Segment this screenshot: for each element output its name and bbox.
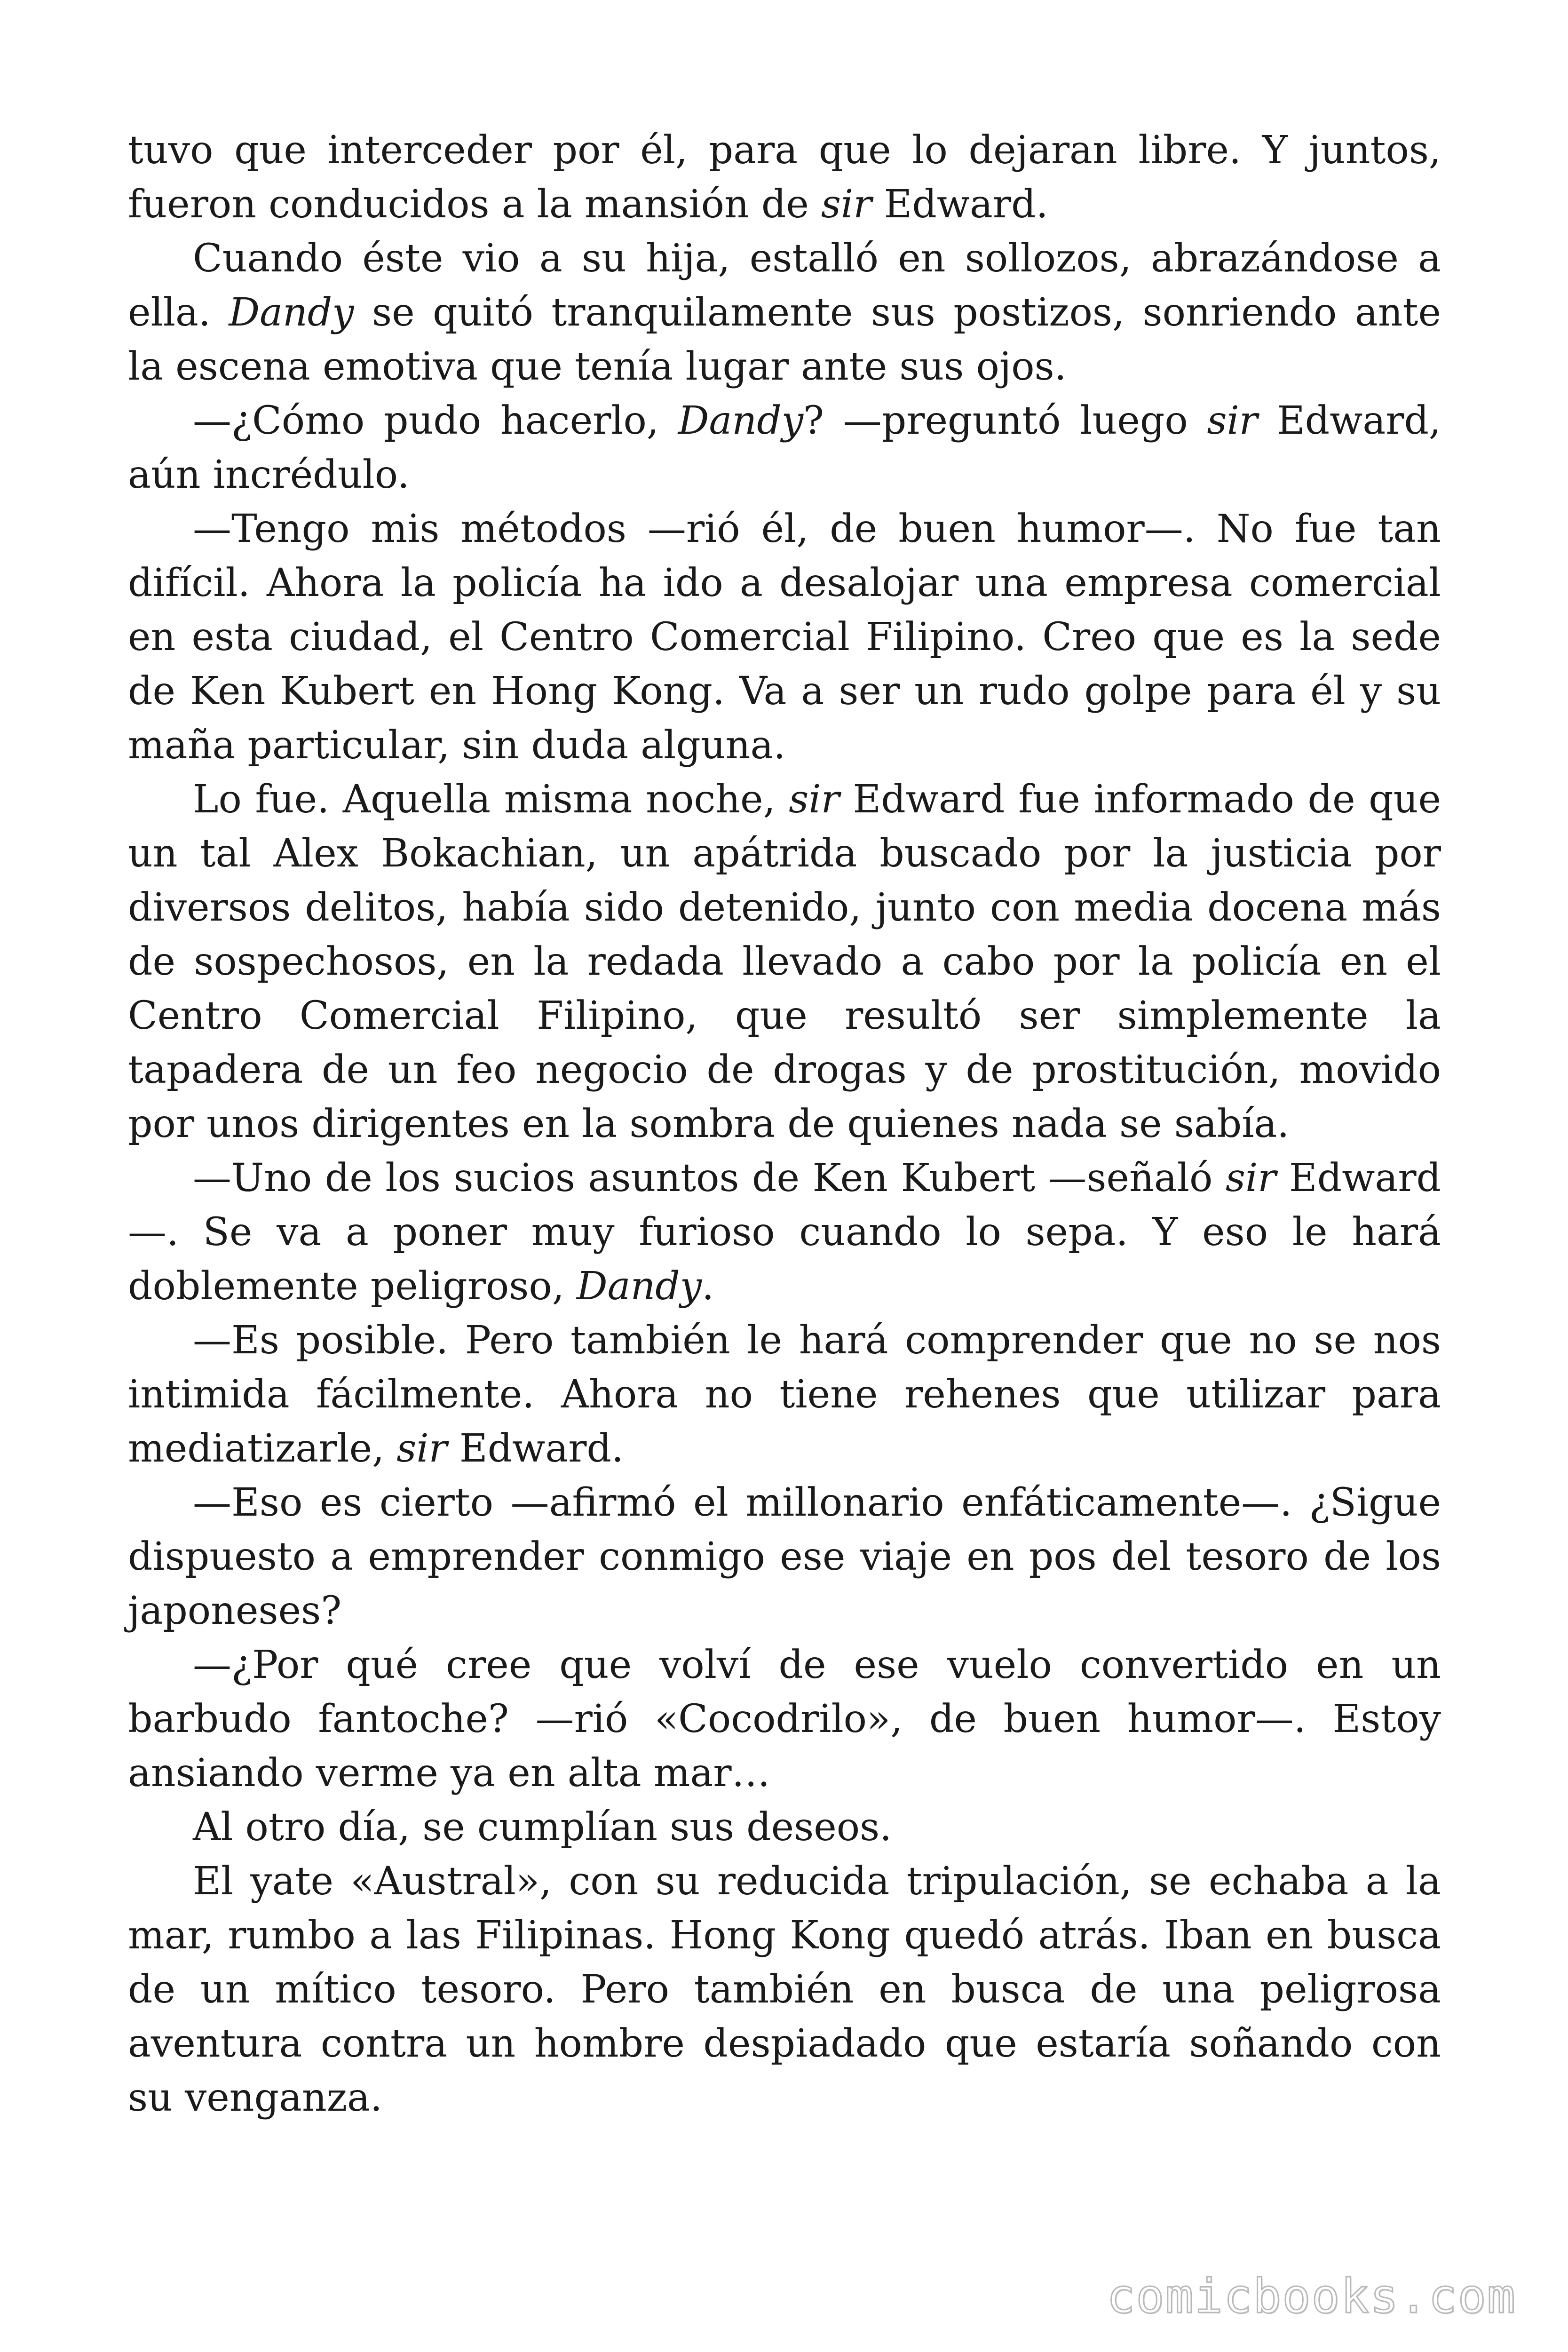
paragraph [128,231,1441,394]
text-run: —Uno de los sucios asuntos de Ken Kubert —señaló [193,1156,1226,1200]
italic-text: sir [1225,1156,1276,1200]
paragraph [128,1476,1441,1638]
italic-text: Dandy [229,290,354,335]
text-run: El yate «Austral», con su reducida tripulación, se echaba a la mar, rumbo a las Filipinas. Hong Kong quedó atrás. Iban en busca de un mítico tesoro. Pero también en busca de una peligrosa aventura contra un hombre despiadado que estaría soñando con su venganza. [128,1859,1441,2120]
italic-text: Dandy [576,1264,702,1309]
text-run: Edward —. Se va a poner muy furioso cuando lo sepa. Y eso le hará doblemente peligroso, [128,1156,1441,1309]
italic-text: sir [789,777,839,822]
paragraph [128,1313,1441,1476]
text-run: Edward, aún incrédulo. [128,398,1441,497]
text-run: ? —preguntó luego [803,398,1207,443]
paragraph [128,1800,1441,1854]
text-run: —Eso es cierto —afirmó el millonario enfáticamente—. ¿Sigue dispuesto a emprender conmigo ese viaje en pos del tesoro de los japoneses? [128,1480,1441,1633]
text-run: Al otro día, se cumplían sus deseos. [193,1805,892,1850]
page-body [128,123,1441,2125]
italic-text: Dandy [678,398,804,443]
text-run: Edward fue informado de que un tal Alex Bokachian, un apátrida buscado por la justicia por diversos delitos, había sido detenido, junto con media docena más de sospechosos, en la redada llevado a cabo por la policía en el Centro Comercial Filipino, que resultó ser simplemente la tapadera de un feo negocio de drogas y de prostitución, movido por unos dirigentes en la sombra de quienes nada se sabía. [128,777,1441,1146]
italic-text: sir [396,1426,447,1471]
paragraph [128,123,1441,231]
italic-text: sir [1207,398,1258,443]
text-run: Lo fue. Aquella misma noche, [193,777,789,822]
italic-text: sir [821,182,872,227]
text-run: Edward. [447,1426,624,1471]
paragraph [128,1151,1441,1313]
paragraph [128,502,1441,772]
watermark-logo: comicbooks.com [1107,2269,1516,2324]
text-run: —Es posible. Pero también le hará comprender que no se nos intimida fácilmente. Ahora no tiene rehenes que utilizar para mediatizarle, [128,1318,1441,1471]
text-run: —¿Cómo pudo hacerlo, [193,398,678,443]
paragraph [128,394,1441,502]
text-run: —¿Por qué cree que volví de ese vuelo convertido en un barbudo fantoche? —rió «Cocodrilo», de buen humor—. Estoy ansiando verme ya en alta mar… [128,1643,1441,1796]
text-run: Edward. [871,182,1048,227]
text-run: . [702,1264,714,1309]
paragraph [128,1854,1441,2125]
text-run: tuvo que interceder por él, para que lo dejaran libre. Y juntos, fueron conducidos a la mansión de [128,128,1441,227]
text-run: —Tengo mis métodos —rió él, de buen humor—. No fue tan difícil. Ahora la policía ha ido a desalojar una empresa comercial en esta ciudad, el Centro Comercial Filipino. Creo que es la sede de Ken Kubert en Hong Kong. Va a ser un rudo golpe para él y su maña particular, sin duda alguna. [128,507,1441,768]
paragraph [128,772,1441,1151]
paragraph [128,1638,1441,1800]
text-run: se quitó tranquilamente sus postizos, sonriendo ante la escena emotiva que tenía lugar ante sus ojos. [128,290,1441,389]
text-run: Cuando éste vio a su hija, estalló en sollozos, abrazándose a ella. [128,236,1441,335]
